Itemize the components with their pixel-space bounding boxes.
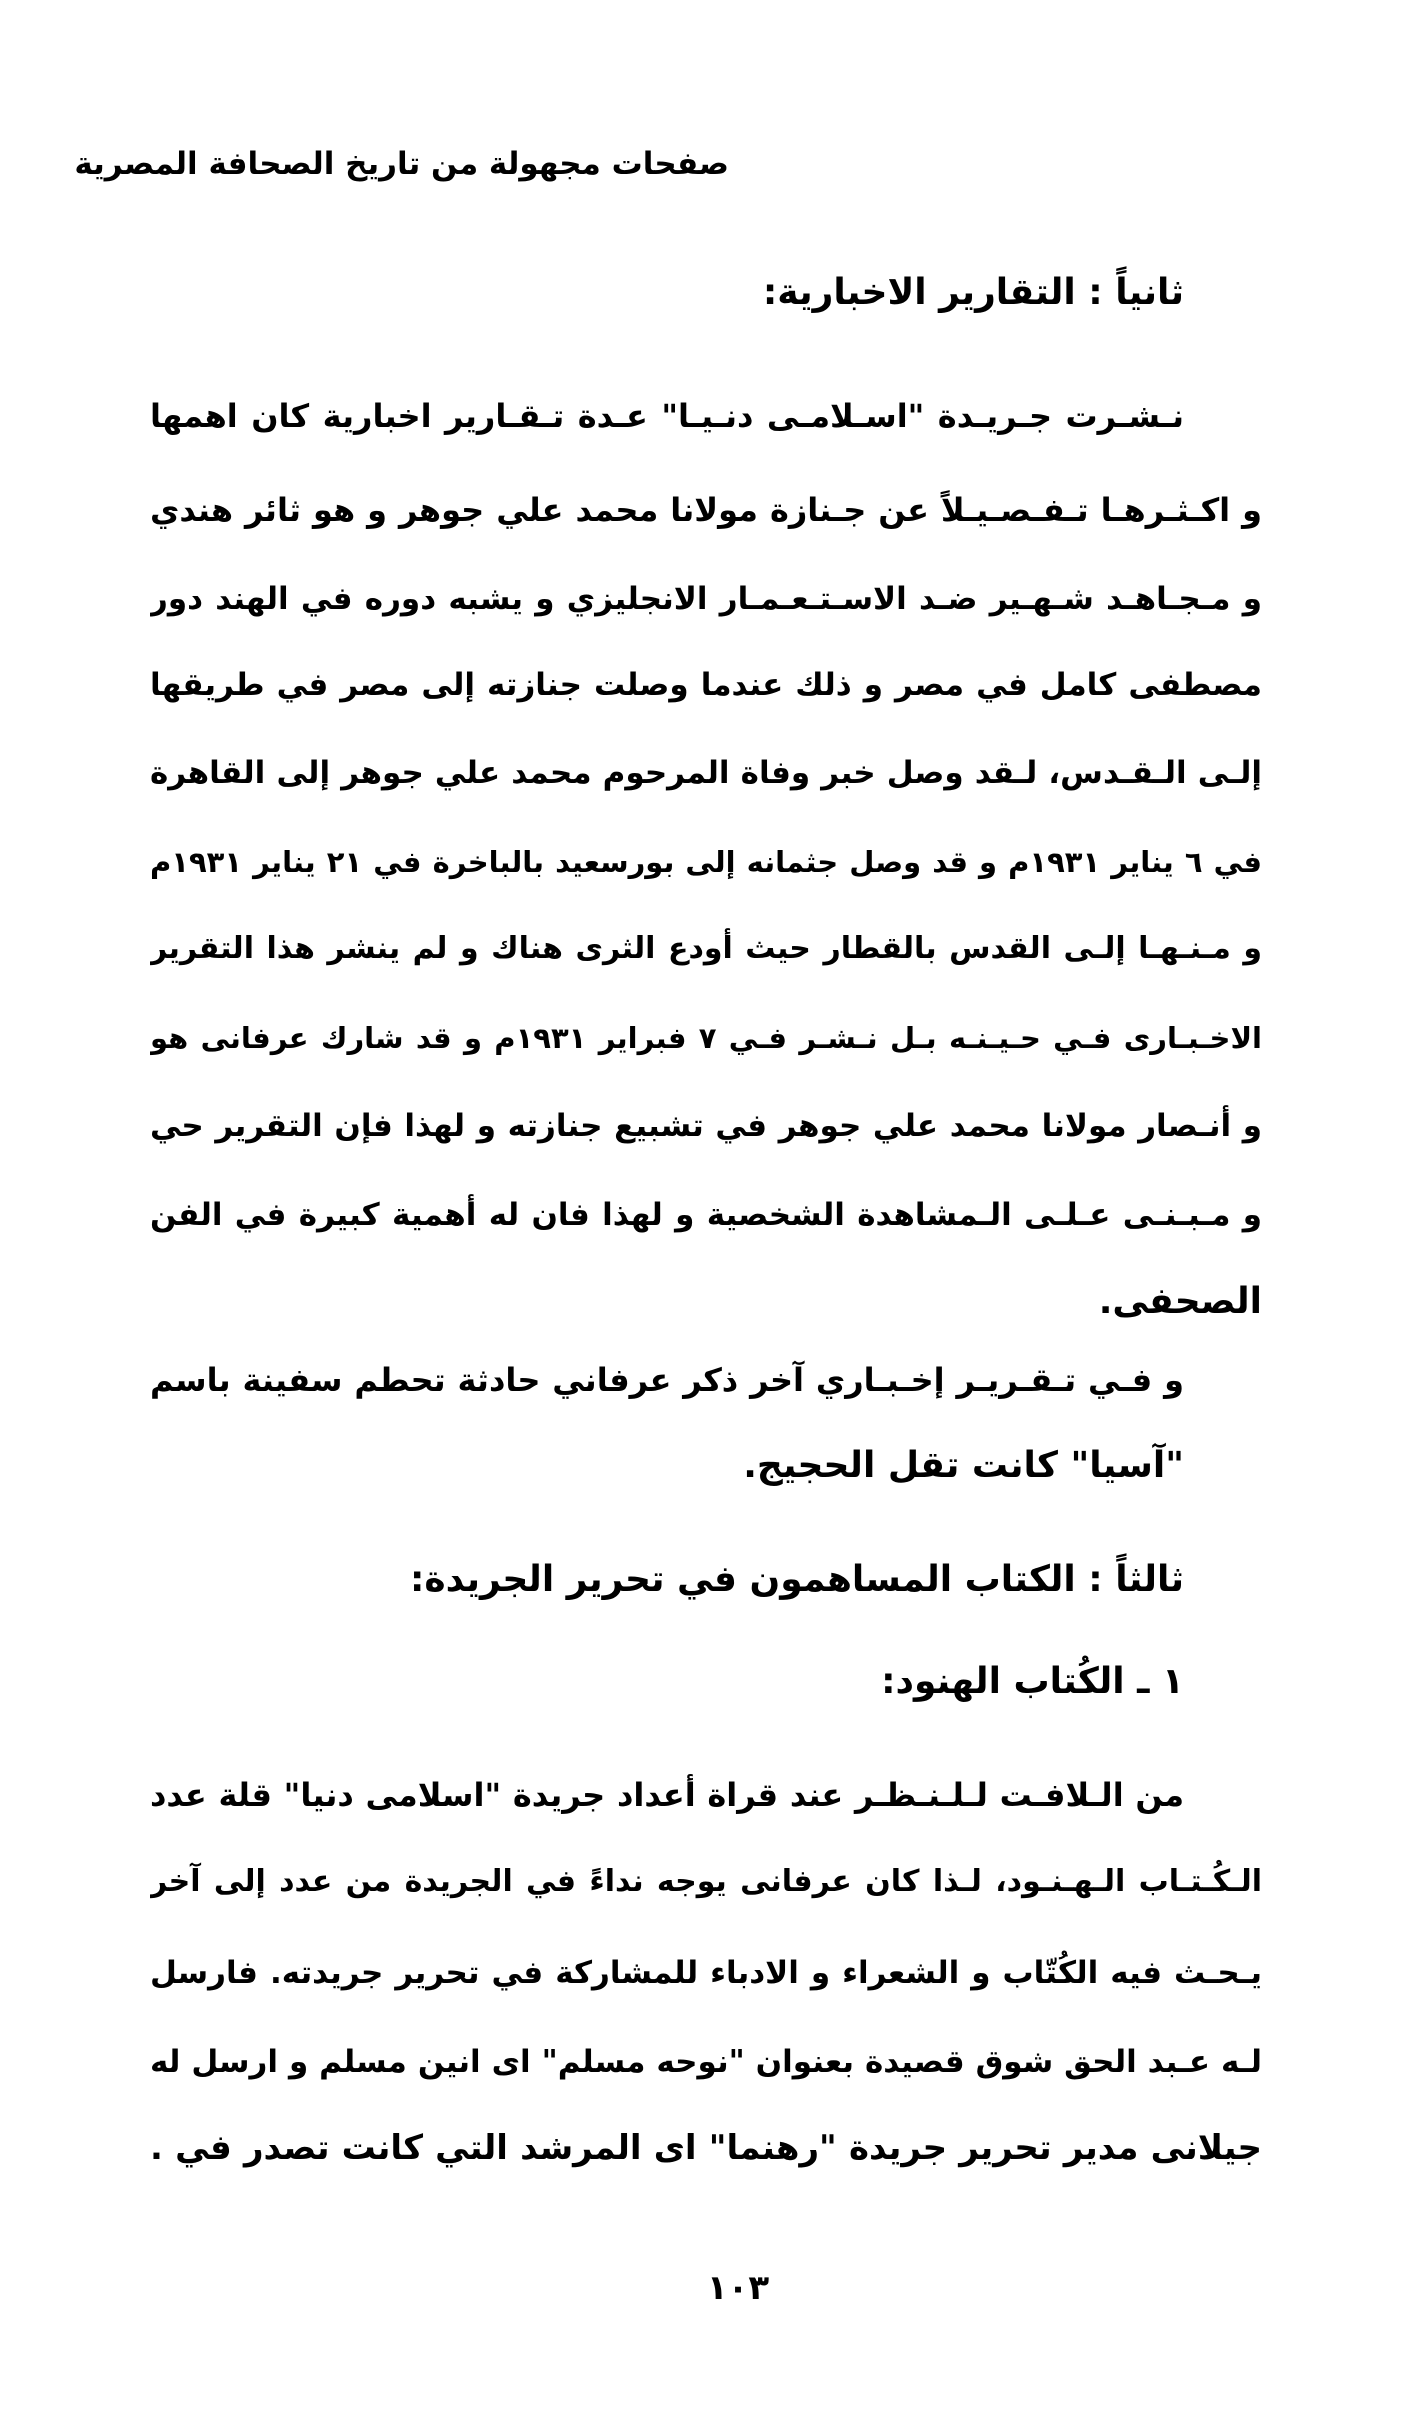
paragraph-line: و فـي تـقـريـر إخـبـاري آخر ذكر عرفاني حادثة تحطم سفينة باسم	[150, 1361, 1184, 1399]
paragraph-line: من الـلافـت لـلـنـظـر عند قراة أعداد جريدة "اسلامى دنيا" قلة عدد	[150, 1776, 1184, 1814]
paragraph-line: نـشـرت جـريـدة "اسـلامـى دنـيـا" عـدة تـقـارير اخبارية كان اهمها	[150, 397, 1184, 435]
paragraph-line: و مـنـهـا إلـى القدس بالقطار حيث أودع الثرى هناك و لم ينشر هذا التقرير	[150, 931, 1262, 966]
running-header: صفحات مجهولة من تاريخ الصحافة المصرية	[74, 146, 729, 182]
paragraph-line: جيلانى مدير تحرير جريدة "رهنما" اى المرشد التي كانت تصدر في .	[150, 2128, 1262, 2168]
paragraph-line: الاخـبـارى فـي حـيـنـه بـل نـشـر فـي ٧ فبراير ١٩٣١م و قد شارك عرفانى هو	[150, 1021, 1262, 1055]
subheading-indian-writers: ١ ـ الكُتاب الهنود:	[881, 1661, 1184, 1702]
paragraph-line: مصطفى كامل في مصر و ذلك عندما وصلت جنازته إلى مصر في طريقها	[150, 667, 1262, 703]
paragraph-line: إلـى الـقـدس، لـقد وصل خبر وفاة المرحوم محمد علي جوهر إلى القاهرة	[150, 755, 1262, 791]
paragraph-line: الصحفى.	[1098, 1281, 1262, 1322]
paragraph-line: الـكُـتـاب الـهـنـود، لـذا كان عرفانى يوجه نداءً في الجريدة من عدد إلى آخر	[150, 1864, 1262, 1899]
section-heading-contributors: ثالثاً : الكتاب المساهمون في تحرير الجريدة:	[410, 1559, 1184, 1600]
paragraph-line: في ٦ يناير ١٩٣١م و قد وصل جثمانه إلى بورسعيد بالباخرة في ٢١ يناير ١٩٣١م	[150, 845, 1262, 879]
paragraph-line: و مـجـاهـد شـهـير ضـد الاسـتـعـمـار الانجليزي و يشبه دوره في الهند دور	[150, 581, 1262, 617]
paragraph-line: "آسيا" كانت تقل الحجيج.	[743, 1445, 1184, 1486]
paragraph-line: لـه عـبد الحق شوق قصيدة بعنوان "نوحه مسلم" اى انين مسلم و ارسل له	[150, 2044, 1262, 2080]
paragraph-line: و اكـثـرهـا تـفـصـيـلاً عن جـنازة مولانا محمد علي جوهر و هو ثائر هندي	[150, 491, 1262, 529]
page-number: ١٠٣	[706, 2268, 770, 2308]
section-heading-news-reports: ثانياً : التقارير الاخبارية:	[762, 272, 1184, 313]
paragraph-line: يـحـث فيه الكُتّاب و الشعراء و الادباء للمشاركة في تحرير جريدته. فارسل	[150, 1955, 1262, 1991]
paragraph-line: و مـبـنـى عـلـى الـمشاهدة الشخصية و لهذا فان له أهمية كبيرة في الفن	[150, 1197, 1262, 1233]
paragraph-line: و أنـصار مولانا محمد علي جوهر في تشبيع جنازته و لهذا فإن التقرير حي	[150, 1108, 1262, 1144]
